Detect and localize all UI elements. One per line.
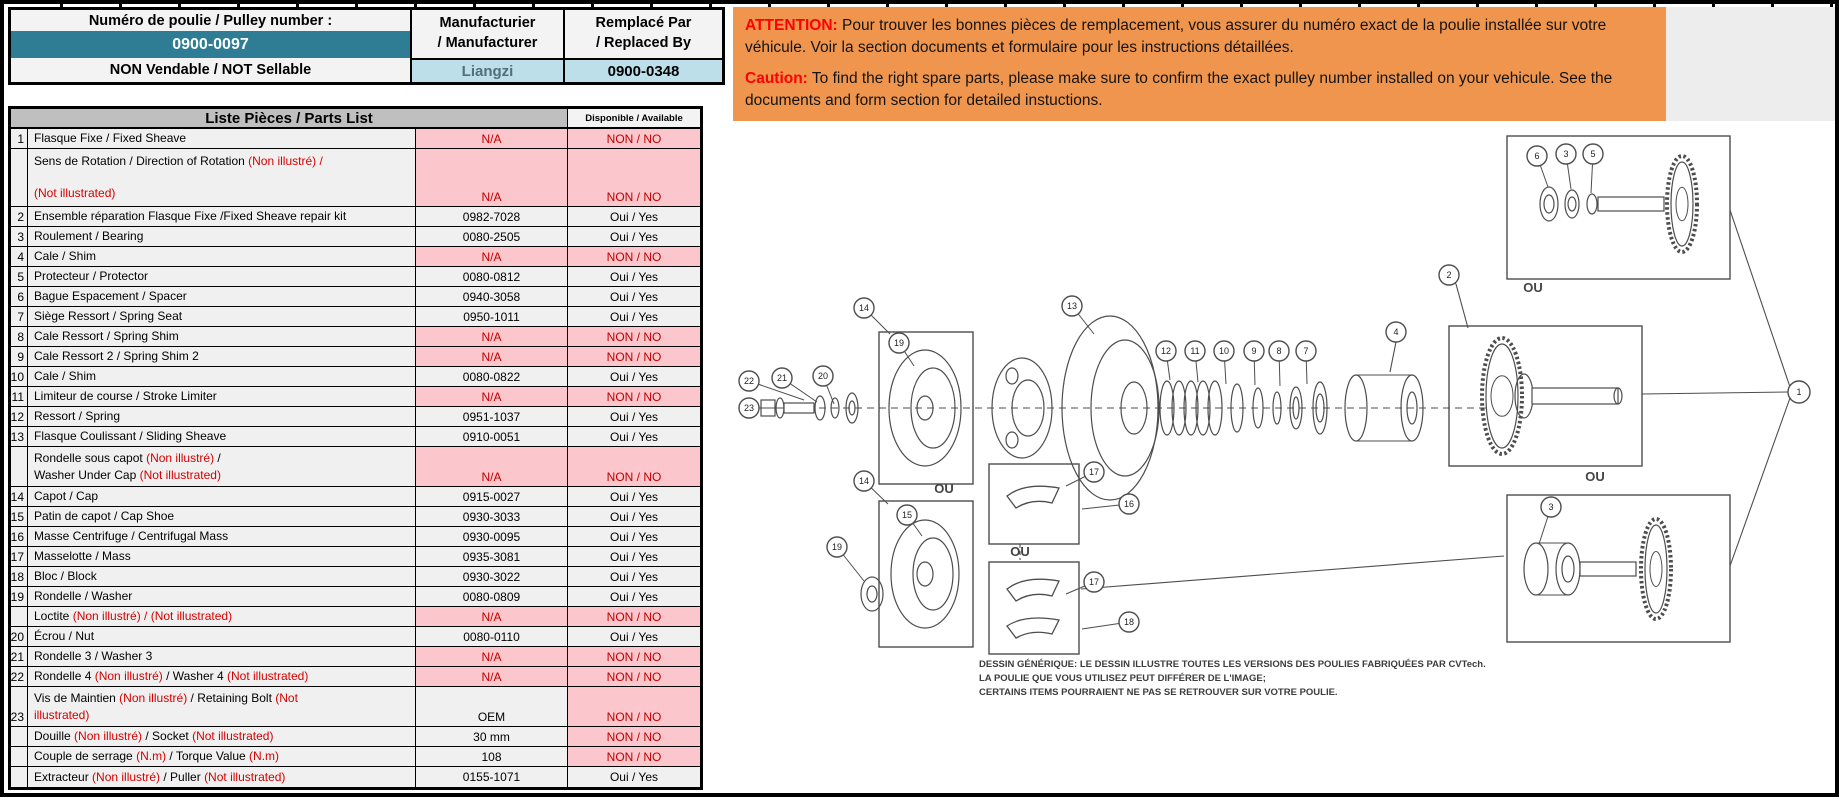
row-number: 4 [11,247,28,267]
diagram-disclaimer-line: CERTAINS ITEMS POURRAIENT NE PAS SE RETROUVER SUR VOTRE POULIE. [979,687,1338,698]
part-description: Cale / Shim [28,247,416,267]
replaced-by-label: Remplacé Par / Replaced By [563,10,722,58]
svg-text:2: 2 [1446,270,1452,281]
svg-text:22: 22 [743,376,755,387]
table-row [11,367,700,387]
svg-text:12: 12 [1160,346,1172,357]
part-number: 0080-0809 [416,587,568,607]
availability: NON / NO [568,727,700,747]
available-column-header: Disponible / Available [568,109,700,129]
svg-text:19: 19 [831,542,843,553]
row-number: 18 [11,567,28,587]
part-description: Rondelle / Washer [28,587,416,607]
part-number: N/A [416,647,568,667]
row-number: 11 [11,387,28,407]
callout-11 [1185,341,1205,361]
row-number [11,747,28,767]
callout-19 [889,333,909,353]
callout-10 [1214,341,1234,361]
callout-19 [827,537,847,557]
part-description: Flasque Coulissant / Sliding Sheave [28,427,416,447]
part-number: 0080-0110 [416,627,568,647]
row-number: 21 [11,647,28,667]
table-row [11,507,700,527]
table-row [11,667,700,687]
header-gray-filler [1666,7,1835,121]
part-number: N/A [416,607,568,627]
part-description: Limiteur de course / Stroke Limiter [28,387,416,407]
table-row [11,627,700,647]
part-description: Masse Centrifuge / Centrifugal Mass [28,527,416,547]
availability: NON / NO [568,247,700,267]
table-row [11,547,700,567]
part-description: Protecteur / Protector [28,267,416,287]
part-number: 0155-1071 [416,767,568,787]
table-row [11,527,700,547]
row-number: 14 [11,487,28,507]
svg-text:17: 17 [1088,467,1100,478]
part-number: 0982-7028 [416,207,568,227]
callout-3 [1541,497,1561,517]
svg-text:11: 11 [1190,346,1200,357]
availability: NON / NO [568,347,700,367]
availability: NON / NO [568,747,700,767]
part-number: 0951-1037 [416,407,568,427]
row-number: 3 [11,227,28,247]
exploded-diagram-svg [699,119,1839,797]
table-row [11,407,700,427]
svg-text:3: 3 [1563,149,1569,160]
ou-label: OU [1585,469,1605,484]
callout-16 [1119,494,1139,514]
availability: Oui / Yes [568,307,700,327]
part-number: 0930-0095 [416,527,568,547]
table-row [11,567,700,587]
table-row [11,347,700,367]
svg-text:1: 1 [1796,387,1802,398]
ou-label: OU [934,481,954,496]
part-description: Couple de serrage (N.m) / Torque Value (N.m) [28,747,416,767]
part-number: N/A [416,327,568,347]
table-row [11,387,700,407]
attention-box [733,7,1666,121]
availability: Oui / Yes [568,547,700,567]
svg-text:6: 6 [1534,151,1540,162]
availability: NON / NO [568,129,700,149]
part-description: Ensemble réparation Flasque Fixe /Fixed Sheave repair kit [28,207,416,227]
part-number: 0940-3058 [416,287,568,307]
row-number: 1 [11,129,28,149]
part-description: Bague Espacement / Spacer [28,287,416,307]
availability: Oui / Yes [568,487,700,507]
part-description: Siège Ressort / Spring Seat [28,307,416,327]
availability: NON / NO [568,327,700,347]
callout-8 [1269,341,1289,361]
diagram-disclaimer-line: LA POULIE QUE VOUS UTILISEZ PEUT DIFFÉRER DE L'IMAGE; [979,673,1266,684]
pulley-number-label: Numéro de poulie / Pulley number : [88,12,333,29]
svg-text:7: 7 [1303,346,1309,357]
table-row [11,327,700,347]
callout-13 [1062,296,1082,316]
callout-7 [1296,341,1316,361]
row-number [11,767,28,787]
callout-4 [1386,322,1406,342]
part-description: Bloc / Block [28,567,416,587]
callout-15 [897,505,917,525]
part-description: Rondelle 3 / Washer 3 [28,647,416,667]
row-number: 16 [11,527,28,547]
part-number: N/A [416,149,568,207]
part-number: N/A [416,247,568,267]
callout-14 [854,298,874,318]
parts-table [8,106,703,790]
svg-text:10: 10 [1218,346,1230,357]
svg-text:13: 13 [1066,301,1078,312]
row-number: 22 [11,667,28,687]
part-number: 30 mm [416,727,568,747]
ou-label: OU [1010,544,1030,559]
row-number: 19 [11,587,28,607]
manufacturer-value: Liangzi [410,58,563,82]
availability: Oui / Yes [568,207,700,227]
row-number: 6 [11,287,28,307]
availability: NON / NO [568,447,700,487]
availability: Oui / Yes [568,227,700,247]
row-number [11,727,28,747]
callout-12 [1156,341,1176,361]
availability: Oui / Yes [568,367,700,387]
part-number: 0910-0051 [416,427,568,447]
attention-paragraph-en [745,68,1654,112]
table-row [11,267,700,287]
table-row [11,247,700,267]
table-row [11,587,700,607]
availability: NON / NO [568,667,700,687]
availability: Oui / Yes [568,287,700,307]
part-description: Rondelle 4 (Non illustré) / Washer 4 (Not illustrated) [28,667,416,687]
table-row [11,227,700,247]
row-number: 15 [11,507,28,527]
parts-table-header [11,109,700,129]
row-number [11,149,28,207]
part-number: N/A [416,347,568,367]
svg-text:18: 18 [1123,617,1135,628]
parts-table-rows [11,129,700,787]
part-number: 0915-0027 [416,487,568,507]
exploded-diagram [699,119,1839,797]
sellable-label: NON Vendable / NOT Sellable [109,62,312,78]
svg-text:15: 15 [901,510,913,521]
part-number: N/A [416,129,568,149]
table-row [11,307,700,327]
manufacturer-label: Manufacturier / Manufacturer [410,10,563,58]
svg-text:14: 14 [858,303,870,314]
row-number: 5 [11,267,28,287]
row-number: 17 [11,547,28,567]
callout-18 [1119,612,1139,632]
table-row [11,427,700,447]
availability: Oui / Yes [568,587,700,607]
part-description: Capot / Cap [28,487,416,507]
part-number: 0930-3033 [416,507,568,527]
row-number: 13 [11,427,28,447]
attention-label-fr: ATTENTION: [745,17,838,34]
part-description: Masselotte / Mass [28,547,416,567]
parts-table-title: Liste Pièces / Parts List [11,109,568,129]
ou-label: OU [1523,280,1543,295]
svg-text:14: 14 [858,476,870,487]
part-description: Sens de Rotation / Direction of Rotation (Non illustré) / (Not illustrated) [28,149,416,207]
row-number: 23 [11,687,28,727]
part-description: Rondelle sous capot (Non illustré) / Washer Under Cap (Not illustrated) [28,447,416,487]
part-description: Écrou / Nut [28,627,416,647]
table-row [11,129,700,149]
part-description: Cale Ressort / Spring Shim [28,327,416,347]
callout-1 [1788,381,1810,403]
table-row [11,207,700,227]
callout-17 [1084,462,1104,482]
table-row [11,647,700,667]
svg-text:21: 21 [776,373,788,384]
callout-22 [739,371,759,391]
callout-9 [1244,341,1264,361]
part-description: Loctite (Non illustré) / (Not illustrated) [28,607,416,627]
callout-20 [813,366,833,386]
row-number: 8 [11,327,28,347]
svg-text:17: 17 [1088,577,1100,588]
availability: Oui / Yes [568,627,700,647]
svg-text:9: 9 [1251,346,1257,357]
attention-text-fr: Pour trouver les bonnes pièces de remplacement, vous assurer du numéro exact de la poulie installée sur votre véhicule. Voir la section documents et formulaire pour les instructions détaillées. [745,17,1607,56]
callout-3 [1556,144,1576,164]
part-number: OEM [416,687,568,727]
part-description: Ressort / Spring [28,407,416,427]
part-number: N/A [416,447,568,487]
callout-6 [1527,146,1547,166]
availability: NON / NO [568,607,700,627]
availability: NON / NO [568,647,700,667]
availability: NON / NO [568,387,700,407]
callout-17 [1084,572,1104,592]
part-number: 0950-1011 [416,307,568,327]
availability: Oui / Yes [568,567,700,587]
part-description: Cale / Shim [28,367,416,387]
part-number: N/A [416,387,568,407]
part-number: N/A [416,667,568,687]
table-row [11,727,700,747]
row-number: 12 [11,407,28,427]
part-number: 0080-0822 [416,367,568,387]
row-number [11,447,28,487]
attention-paragraph-fr [745,15,1654,59]
svg-text:4: 4 [1393,327,1399,338]
row-number: 20 [11,627,28,647]
availability: Oui / Yes [568,427,700,447]
svg-text:20: 20 [817,371,829,382]
pulley-number-value: 0900-0097 [11,31,410,58]
row-number [11,607,28,627]
replaced-by-value: 0900-0348 [563,58,722,82]
svg-text:16: 16 [1123,499,1135,510]
availability: Oui / Yes [568,407,700,427]
part-description: Cale Ressort 2 / Spring Shim 2 [28,347,416,367]
callout-21 [772,368,792,388]
part-number: 0080-2505 [416,227,568,247]
callout-2 [1439,265,1459,285]
caution-label-en: Caution: [745,70,808,87]
part-number: 0930-3022 [416,567,568,587]
svg-text:3: 3 [1548,502,1554,513]
table-row [11,767,700,787]
availability: Oui / Yes [568,507,700,527]
row-number: 2 [11,207,28,227]
callout-5 [1583,144,1603,164]
callout-23 [739,398,759,418]
availability: Oui / Yes [568,767,700,787]
availability: Oui / Yes [568,527,700,547]
availability: NON / NO [568,687,700,727]
caution-text-en: To find the right spare parts, please make sure to confirm the exact pulley number installed on your vehicule. See the documents and form section for detailed instuctions. [745,70,1613,109]
part-description: Patin de capot / Cap Shoe [28,507,416,527]
callout-14 [854,471,874,491]
table-row [11,447,700,487]
row-number: 7 [11,307,28,327]
table-row [11,607,700,627]
table-row [11,747,700,767]
table-row [11,487,700,507]
pulley-header-table [8,7,725,85]
row-number: 9 [11,347,28,367]
table-row [11,287,700,307]
svg-text:8: 8 [1276,346,1282,357]
part-description: Douille (Non illustré) / Socket (Not illustrated) [28,727,416,747]
table-row [11,149,700,207]
part-description: Vis de Maintien (Non illustré) / Retaining Bolt (Not illustrated) [28,687,416,727]
part-number: 0935-3081 [416,547,568,567]
svg-text:19: 19 [893,338,905,349]
svg-text:23: 23 [743,403,755,414]
availability: NON / NO [568,149,700,207]
diagram-disclaimer-line: DESSIN GÉNÉRIQUE: LE DESSIN ILLUSTRE TOUTES LES VERSIONS DES POULIES FABRIQUÉES PAR CVTech. [979,659,1486,670]
row-number: 10 [11,367,28,387]
part-description: Flasque Fixe / Fixed Sheave [28,129,416,149]
part-description: Roulement / Bearing [28,227,416,247]
table-row [11,687,700,727]
availability: Oui / Yes [568,267,700,287]
part-description: Extracteur (Non illustré) / Puller (Not illustrated) [28,767,416,787]
part-number: 0080-0812 [416,267,568,287]
part-number: 108 [416,747,568,767]
svg-text:5: 5 [1590,149,1596,160]
